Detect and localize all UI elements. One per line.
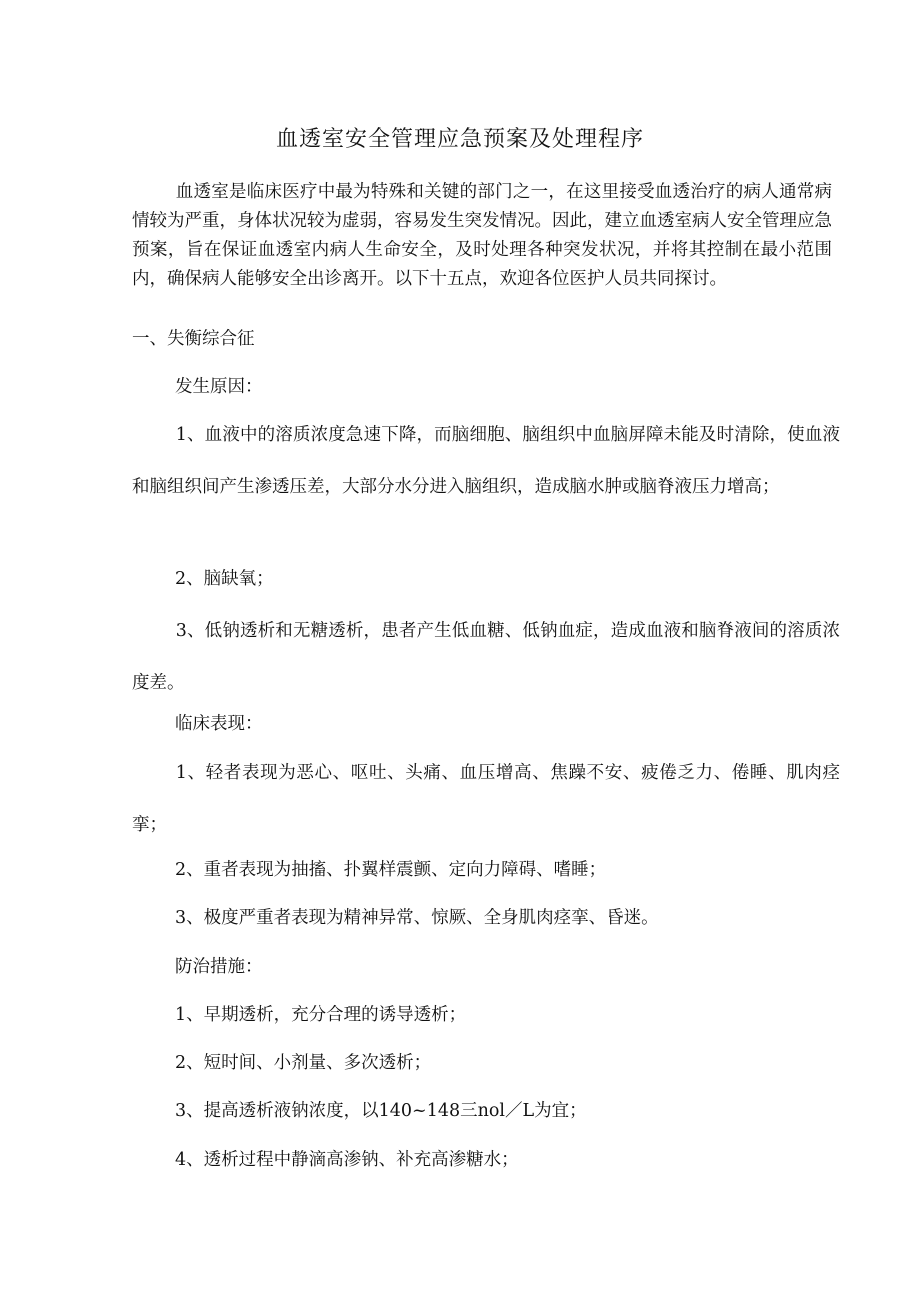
prevention-item-1: 1、早期透析，充分合理的诱导透析；: [175, 1005, 467, 1025]
cause-item-2: 2、脑缺氧；: [175, 569, 274, 589]
cause-item-1: 1、血液中的溶质浓度急速下降，而脑细胞、脑组织中血脑屏障未能及时清除，使血液和脑组织间产生渗透压差，大部分水分进入脑组织，造成脑水肿或脑脊液压力增高；: [132, 425, 840, 497]
clinical-item-1: 1、轻者表现为恶心、呕吐、头痛、血压增高、焦躁不安、疲倦乏力、倦睡、肌肉痉挛；: [132, 763, 840, 835]
prevention-label: 防治措施：: [175, 957, 263, 977]
cause-item-3: 3、低钠透析和无糖透析，患者产生低血糖、低钠血症，造成血液和脑脊液间的溶质浓度差。: [132, 621, 840, 693]
document-title: 血透室安全管理应急预案及处理程序: [275, 127, 644, 152]
prevention-item-4: 4、透析过程中静滴高渗钠、补充高渗糖水；: [175, 1150, 519, 1170]
cause-label: 发生原因：: [175, 377, 263, 397]
clinical-item-2: 2、重者表现为抽搐、扑翼样震颤、定向力障碍、嗜睡；: [175, 860, 607, 880]
prevention-item-3: 3、提高透析液钠浓度，以140~148三nol／L为宜；: [175, 1101, 587, 1121]
intro-paragraph: 血透室是临床医疗中最为特殊和关键的部门之一，在这里接受血透治疗的病人通常病情较为严重，身体状况较为虚弱，容易发生突发情况。因此，建立血透室病人安全管理应急预案，旨在保证血透室内病人生命安全，及时处理各种突发状况，并将其控制在最小范围内，确保病人能够安全出诊离开。以下十五点，欢迎各位医护人员共同探讨。: [132, 182, 832, 289]
prevention-item-2: 2、短时间、小剂量、多次透析；: [175, 1053, 432, 1073]
clinical-item-3: 3、极度严重者表现为精神异常、惊厥、全身肌肉痉挛、昏迷。: [175, 908, 659, 928]
clinical-label: 临床表现：: [175, 714, 263, 734]
section-heading-disequilibrium: 一、失衡综合征: [132, 329, 255, 349]
